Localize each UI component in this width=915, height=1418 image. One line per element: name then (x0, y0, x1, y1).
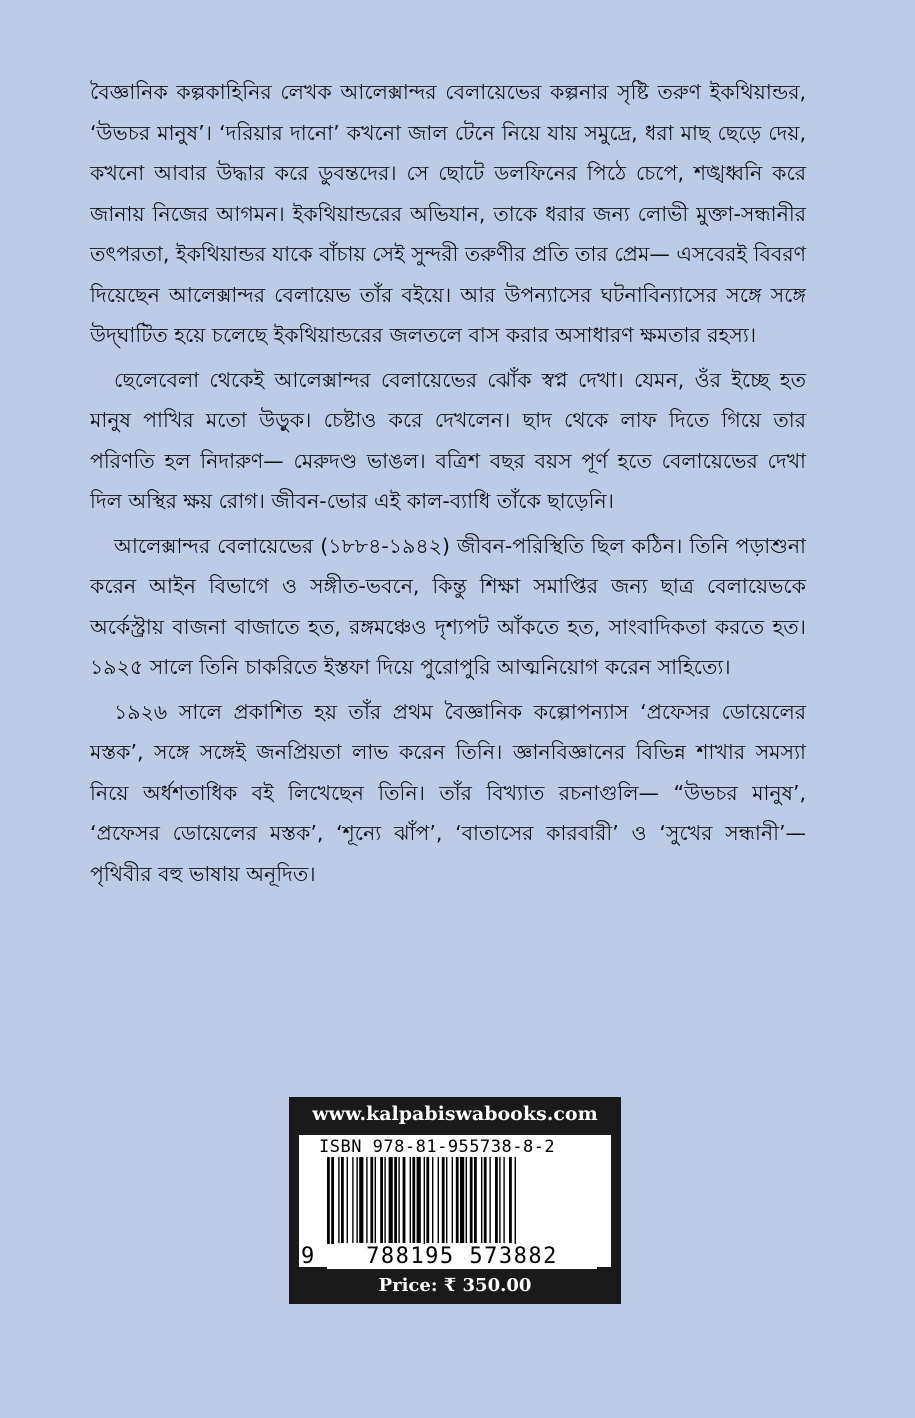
barcode-bar (394, 1157, 397, 1243)
barcode-bar (470, 1157, 473, 1243)
blurb-paragraph-1: বৈজ্ঞানিক কল্পকাহিনির লেখক আলেক্সান্দর বেলায়েভের কল্পনার সৃষ্টি তরুণ ইকথিয়ান্ডর, ‘উভচর মানুষ’। ‘দরিয়ার দানো’ কখনো জাল টেনে নিয়ে যায় সমুদ্রে, ধরা মাছ ছেড়ে দেয়, কখনো আবার উদ্ধার করে ডুবন্তদের। সে ছোটে ডলফিনের পিঠে চেপে, শঙ্খধ্বনি করে জানায় নিজের আগমন। ইকথিয়ান্ডরের অভিযান, তাকে ধরার জন্য লোভী মুক্তা-সন্ধানীর তৎপরতা, ইকথিয়ান্ডর যাকে বাঁচায় সেই সুন্দরী তরুণীর প্রতি তার প্রেম— এসবেরই বিবরণ দিয়েছেন আলেক্সান্দর বেলায়েভ তাঁর বইয়ে। আর উপন্যাসের ঘটনাবিন্যাসের সঙ্গে সঙ্গে উদ্‌ঘাটিত হয়ে চলেছে ইকথিয়ান্ডরের জলতলে বাস করার অসাধারণ ক্ষমতার রহস্য। (90, 80, 806, 347)
barcode-number: 788195 573882 (327, 1244, 597, 1269)
barcode-bar (356, 1157, 357, 1243)
barcode-bar (366, 1157, 367, 1243)
barcode-bars (327, 1157, 591, 1253)
barcode-bar (412, 1157, 415, 1243)
blurb-paragraph-2: ছেলেবেলা থেকেই আলেক্সান্দর বেলায়েভের ঝোঁক স্বপ্ন দেখা। যেমন, ওঁর ইচ্ছে হত মানুষ পাখির মতো উড়ুক। চেষ্টাও করে দেখলেন। ছাদ থেকে লাফ দিতে গিয়ে তার পরিণতি হল নিদারুণ— মেরুদণ্ড ভাঙল। বত্রিশ বছর বয়স পূর্ণ হতে বেলায়েভের দেখা দিল অস্থির ক্ষয় রোগ। জীবন-ভোর এই কাল-ব্যাধি তাঁকে ছাড়েনি। (90, 367, 806, 513)
barcode-bar (417, 1157, 421, 1243)
barcode-bar (446, 1157, 447, 1243)
barcode-bar (495, 1157, 498, 1243)
barcode-lead-digit: 9 (301, 1244, 315, 1269)
barcode-bar (331, 1157, 334, 1253)
barcode-bar (426, 1157, 429, 1243)
barcode-bar (452, 1157, 453, 1243)
blurb-paragraph-3: আলেক্সান্দর বেলায়েভের (১৮৮৪-১৯৪২) জীবন-পরিস্থিতি ছিল কঠিন। তিনি পড়াশুনা করেন আইন বিভাগে ও সঙ্গীত-ভবনে, কিন্তু শিক্ষা সমাপ্তির জন্য ছাত্র বেলায়েভকে অর্কেস্ট্রায় বাজনা বাজাতে হত, রঙ্গমঞ্চেও দৃশ্যপট আঁকতে হত, সাংবাদিকতা করতে হত। ১৯২৫ সালে তিনি চাকরিতে ইস্তফা দিয়ে পুরোপুরি আত্মনিয়োগ করেন সাহিত্যে। (90, 533, 806, 679)
barcode-bar (352, 1157, 353, 1243)
barcode-bar (503, 1157, 504, 1243)
barcode-bar (466, 1157, 467, 1243)
barcode-bar (438, 1157, 439, 1243)
barcode-area (299, 1135, 611, 1267)
barcode-bar (341, 1157, 344, 1243)
barcode-bar (384, 1157, 385, 1243)
blurb-text (90, 72, 806, 898)
barcode-bar (442, 1157, 445, 1243)
barcode-bar (499, 1157, 500, 1243)
barcode-bar (403, 1157, 406, 1243)
barcode-bar (515, 1157, 516, 1253)
barcode-bar (489, 1157, 490, 1243)
barcode-bar (456, 1157, 459, 1243)
barcode-bar (484, 1157, 487, 1243)
barcode-bar (398, 1157, 399, 1243)
barcode-bar (380, 1157, 383, 1243)
isbn-label: ISBN 978-81-955738-8-2 (319, 1137, 556, 1157)
barcode-panel (289, 1097, 621, 1304)
blurb-paragraph-4: ১৯২৬ সালে প্রকাশিত হয় তাঁর প্রথম বৈজ্ঞানিক কল্পোপন্যাস ‘প্রফেসর ডোয়েলের মস্তক’, সঙ্গে সঙ্গেই জনপ্রিয়তা লাভ করেন তিনি। জ্ঞানবিজ্ঞানের বিভিন্ন শাখার সমস্যা নিয়ে অর্ধশতাধিক বই লিখেছেন তিনি। তাঁর বিখ্যাত রচনাগুলি— “উভচর মানুষ’, ‘প্রফেসর ডোয়েলের মস্তক’, ‘শূন্যে ঝাঁপ’, ‘বাতাসের কারবারী’ ও ‘সুখের সন্ধানী’— পৃথিবীর বহু ভাষায় অনূদিত। (90, 699, 806, 886)
barcode-bar (509, 1157, 512, 1243)
barcode-bar (410, 1157, 411, 1243)
publisher-website: www.kalpabiswabooks.com (312, 1103, 598, 1125)
barcode-bar (424, 1157, 425, 1253)
barcode-bar (432, 1157, 433, 1243)
barcode-bar (338, 1157, 339, 1243)
barcode-bar (375, 1157, 376, 1243)
barcode-bar (481, 1157, 482, 1243)
barcode-bar (460, 1157, 464, 1243)
barcode-bar (474, 1157, 477, 1243)
barcode-bar (327, 1157, 330, 1253)
barcode-bar (347, 1157, 348, 1243)
barcode-bar (389, 1157, 393, 1243)
barcode-bar (370, 1157, 373, 1243)
barcode-bar (359, 1157, 363, 1243)
price-label: Price: ₹ 350.00 (378, 1275, 532, 1296)
